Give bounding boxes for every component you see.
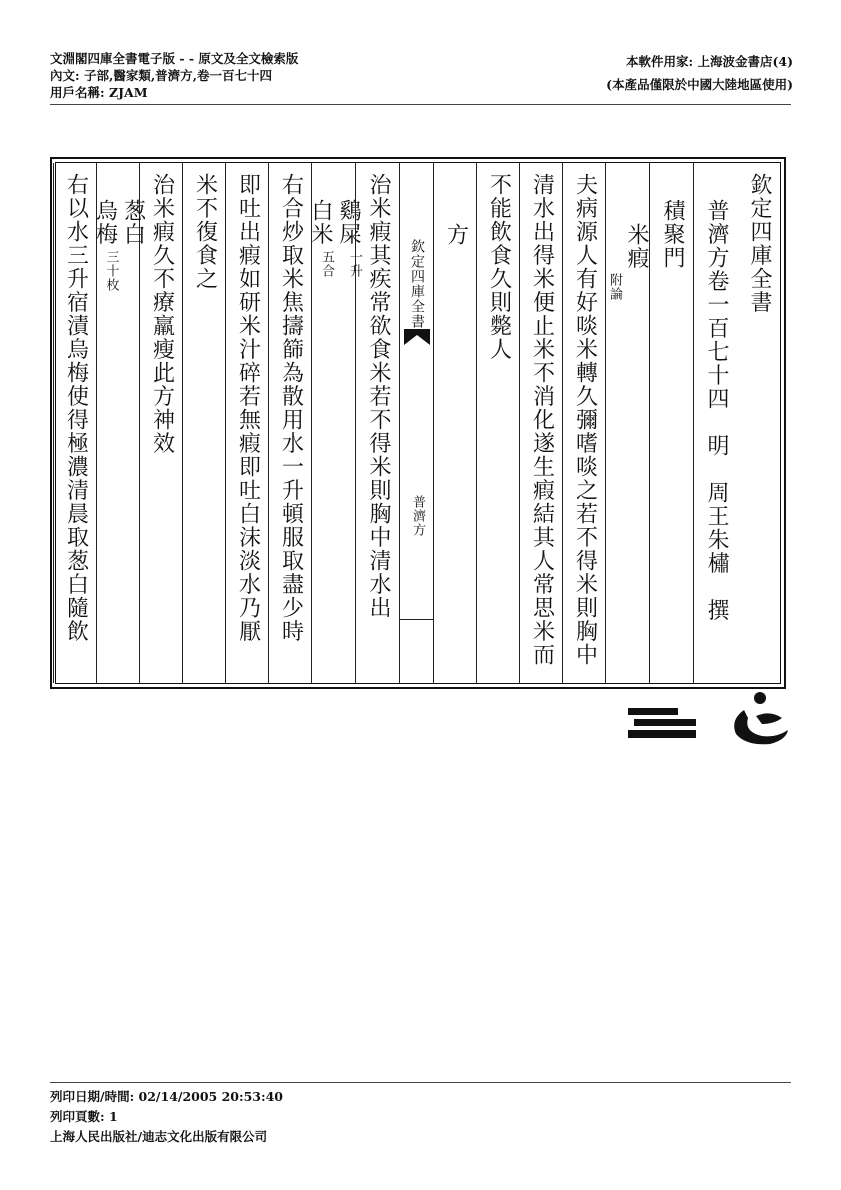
column-title: 欽定四庫全書 [747,173,772,314]
text-column: 夫病源人有好啖米轉久彌嗜啖之若不得米則胸中 [562,163,606,683]
ingredient-b-note: 三十枚 [103,250,119,292]
header-title: 文淵閣四庫全書電子版 - - 原文及全文檢索版 [50,51,299,66]
region-notice: (本產品僅限於中國大陸地區使用) [606,77,793,92]
center-banner [399,163,434,683]
header-left [50,50,298,101]
ingredient-b: 白米 [308,199,333,246]
product-logo-mark-icon [628,706,696,742]
print-page-count: 列印頁數: 1 [50,1109,118,1124]
fish-tail-mark-icon [404,329,430,345]
column-subsection-heading [605,163,650,683]
banner-book-title: 欽定四庫全書 [409,238,425,329]
ingredient-a-note: 一升 [347,250,362,278]
banner-section-title: 普濟方 [410,494,425,537]
licensee-text: 本軟件用家: 上海波金書店(4) [626,54,793,69]
column-section-heading: 積聚門 [649,163,694,683]
ingredient-a: 鷄屎 [336,199,361,246]
text-column: 清水出得米便止米不消化遂生瘕結其人常思米而 [519,163,563,683]
text-column: 右合炒取米焦擣篩為散用水一升頓服取盡少時 [268,163,312,683]
text-column: 右以水三升宿漬烏梅使得極濃清晨取葱白隨飲 [53,163,97,683]
banner-rule [400,619,434,620]
subsection-title: 米瘕 [624,223,649,270]
publisher-seal-logo-icon [726,690,792,750]
ingredient-a: 葱白 [120,199,146,246]
ingredient-b: 烏梅 [92,199,118,246]
text-column: 即吐出瘕如研米汁碎若無瘕即吐白沫淡水乃厭 [225,163,269,683]
text-column: 米不復食之 [182,163,226,683]
publisher-credit: 上海人民出版社/迪志文化出版有限公司 [50,1129,268,1144]
footer-divider [50,1082,791,1083]
header-right [606,53,793,99]
text-column-fang: 方 [433,163,477,683]
document-columns [55,162,781,684]
text-column-ingredients [92,163,146,683]
ingredient-b-note: 五合 [319,250,334,278]
text-column-ingredients [308,163,362,683]
header-username: 用戶名稱: ZJAM [50,85,148,100]
text-column: 治米瘕久不療羸瘦此方神效 [139,163,183,683]
subsection-note: 附論 [607,273,622,301]
document-page-frame [50,157,786,689]
print-datetime: 列印日期/時間: 02/14/2005 20:53:40 [50,1089,284,1104]
text-column: 不能飲食久則斃人 [476,163,520,683]
header-divider [50,104,791,105]
header-content-path: 內文: 子部,醫家類,普濟方,卷一百七十四 [50,68,273,83]
column-volume-heading: 普濟方卷一百七十四 明 周王朱橚 撰 [693,163,738,683]
text-column: 治米瘕其疾常欲食米若不得米則胸中清水出 [355,163,400,683]
